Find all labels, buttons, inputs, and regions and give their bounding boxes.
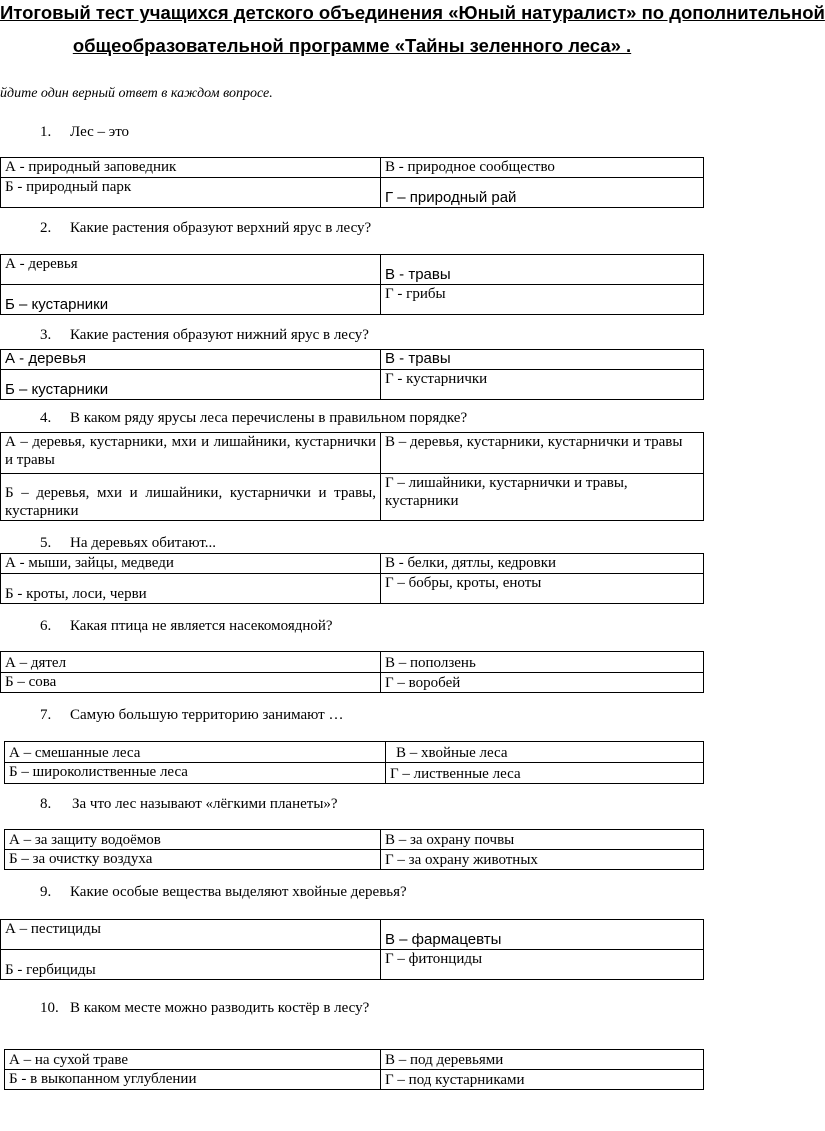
answer-a[interactable]: А – деревья, кустарники, мхи и лишайники, кустарнички и травы [1, 433, 381, 474]
answer-v[interactable]: В – за охрану почвы [381, 830, 704, 850]
question-10 [40, 1000, 369, 1017]
answer-b[interactable]: Б – широколиственные леса [5, 763, 386, 784]
question-1 [40, 124, 129, 141]
instruction-text: йдите один верный ответ в каждом вопросе. [0, 86, 273, 101]
answer-g[interactable]: Г – за охрану животных [381, 850, 704, 870]
answers-table-8 [4, 829, 704, 870]
test-title-line-2: общеобразовательной программе «Тайны зеленного леса» . [72, 35, 632, 56]
answer-a[interactable]: А - деревья [1, 350, 381, 370]
answer-g[interactable]: Г – природный рай [381, 178, 704, 208]
answer-g[interactable]: Г - кустарнички [381, 370, 704, 400]
answer-a[interactable]: А - деревья [1, 255, 381, 285]
answer-g[interactable]: Г – фитонциды [381, 950, 704, 980]
answer-b[interactable]: Б - кроты, лоси, черви [1, 574, 381, 604]
answer-v[interactable]: В - травы [381, 350, 704, 370]
answer-g[interactable]: Г – воробей [381, 673, 704, 693]
answer-v[interactable]: В – деревья, кустарники, кустарнички и травы [381, 433, 704, 474]
answer-v[interactable]: В – поползень [381, 652, 704, 673]
question-5 [40, 535, 216, 552]
question-text: В каком месте можно разводить костёр в лесу? [70, 1000, 370, 1016]
question-text: Какая птица не является насекомоядной? [70, 618, 333, 634]
answer-g[interactable]: Г – лиственные леса [386, 763, 704, 784]
question-number: 1. [40, 124, 52, 140]
answer-b[interactable]: Б – сова [1, 673, 381, 693]
answers-table-7 [4, 741, 704, 784]
answer-a[interactable]: А - мыши, зайцы, медведи [1, 554, 381, 574]
answers-table-1 [0, 157, 704, 208]
answer-g[interactable]: Г – лишайники, кустарнички и травы, кустарники [381, 474, 704, 521]
question-text: Какие особые вещества выделяют хвойные деревья? [70, 884, 407, 900]
answer-b[interactable]: Б - природный парк [1, 178, 381, 208]
answer-v[interactable]: В – хвойные леса [386, 742, 704, 763]
answers-table-3 [0, 349, 704, 400]
question-text: Какие растения образуют верхний ярус в лесу? [70, 220, 372, 236]
answer-v[interactable]: В - белки, дятлы, кедровки [381, 554, 704, 574]
question-text: Какие растения образуют нижний ярус в лесу? [70, 327, 369, 343]
answer-a[interactable]: А – за защиту водоёмов [5, 830, 381, 850]
question-number: 3. [40, 327, 52, 343]
answers-table-9 [0, 919, 704, 980]
answer-g[interactable]: Г – под кустарниками [381, 1070, 704, 1090]
question-7 [40, 707, 343, 724]
answer-v[interactable]: В - природное сообщество [381, 158, 704, 178]
question-number: 7. [40, 707, 52, 723]
question-text: На деревьях обитают... [70, 535, 217, 551]
answer-b[interactable]: Б – кустарники [1, 285, 381, 315]
question-number: 4. [40, 410, 52, 426]
answer-b[interactable]: Б – за очистку воздуха [5, 850, 381, 870]
question-8 [40, 796, 338, 813]
question-3 [40, 327, 369, 344]
question-6 [40, 618, 333, 635]
answers-table-2 [0, 254, 704, 315]
question-number: 5. [40, 535, 52, 551]
answer-a[interactable]: А – смешанные леса [5, 742, 386, 763]
answer-b[interactable]: Б – деревья, мхи и лишайники, кустарнички и травы, кустарники [1, 474, 381, 521]
question-text: Самую большую территорию занимают … [70, 707, 344, 723]
question-2 [40, 220, 371, 237]
question-number: 2. [40, 220, 52, 236]
answer-v[interactable]: В – фармацевты [381, 920, 704, 950]
question-number: 10. [40, 1000, 59, 1016]
question-9 [40, 884, 407, 901]
question-number: 6. [40, 618, 52, 634]
question-text: За что лес называют «лёгкими планеты»? [72, 796, 338, 812]
question-number: 8. [40, 796, 52, 812]
question-number: 9. [40, 884, 52, 900]
test-title-line-1: Итоговый тест учащихся детского объединения «Юный натуралист» по дополнительной [0, 2, 825, 23]
answers-table-6 [0, 651, 704, 693]
answer-a[interactable]: А – на сухой траве [5, 1050, 381, 1070]
question-text: Лес – это [70, 124, 130, 140]
answer-v[interactable]: В – под деревьями [381, 1050, 704, 1070]
answer-a[interactable]: А - природный заповедник [1, 158, 381, 178]
answer-a[interactable]: А – пестициды [1, 920, 381, 950]
answer-g[interactable]: Г - грибы [381, 285, 704, 315]
answer-b[interactable]: Б - в выкопанном углублении [5, 1070, 381, 1090]
answer-b[interactable]: Б – кустарники [1, 370, 381, 400]
answers-table-10 [4, 1049, 704, 1090]
answers-table-4 [0, 432, 704, 521]
answer-g[interactable]: Г – бобры, кроты, еноты [381, 574, 704, 604]
answers-table-5 [0, 553, 704, 604]
answer-a[interactable]: А – дятел [1, 652, 381, 673]
question-4 [40, 410, 467, 427]
answer-b[interactable]: Б - гербициды [1, 950, 381, 980]
answer-v[interactable]: В - травы [381, 255, 704, 285]
question-text: В каком ряду ярусы леса перечислены в правильном порядке? [70, 410, 468, 426]
